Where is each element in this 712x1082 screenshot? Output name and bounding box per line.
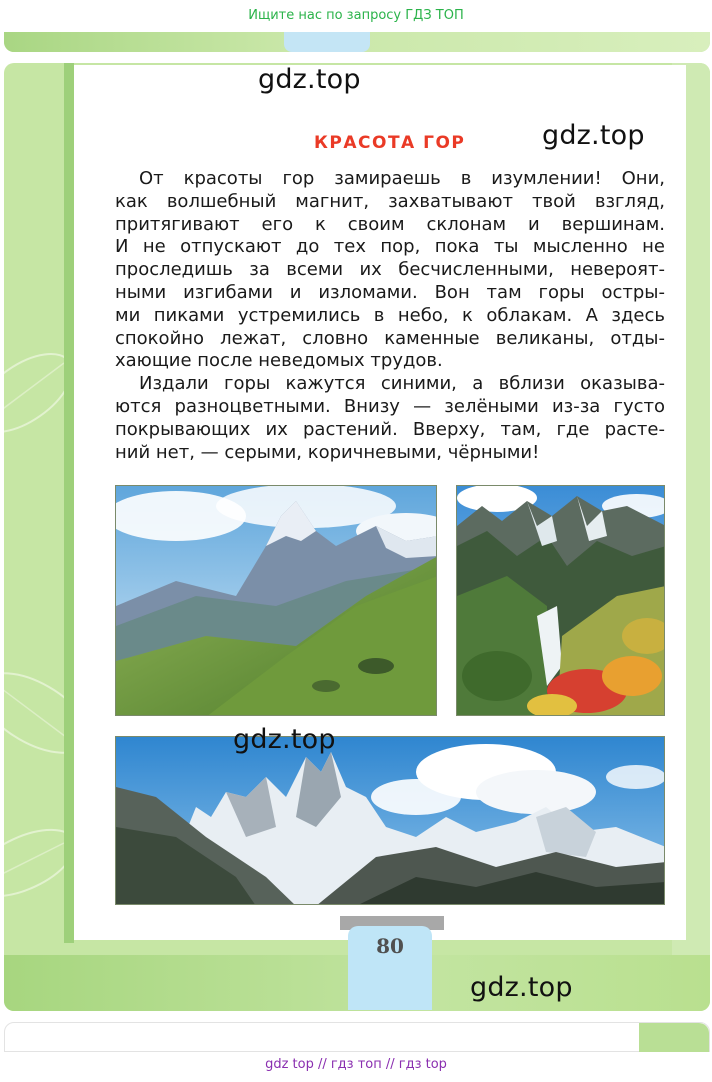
page-number-tab <box>348 926 432 1010</box>
page-number: 80 <box>376 934 404 958</box>
mountain-photo-autumn <box>456 485 665 716</box>
text-line: как волшебный магнит, захватывают твой взгляд, <box>115 190 665 212</box>
article-title: КРАСОТА ГОР <box>314 133 466 153</box>
previous-page-edge <box>4 32 710 52</box>
watermark: gdz.top <box>542 120 645 151</box>
mountain-photo-green-peak <box>115 485 437 716</box>
text-line: От красоты гор замираешь в изумлении! Они, <box>139 168 665 189</box>
banner-text: Ищите нас по запросу ГДЗ ТОП <box>248 8 464 23</box>
text-line: ются разноцветными. Внизу — зелёными из-за густо <box>115 395 665 417</box>
watermark: gdz.top <box>233 724 336 755</box>
text-line: притягивают его к своим склонам и вершинам. <box>115 213 665 235</box>
text-line: Издали горы кажутся синими, а вблизи оказыва- <box>139 373 665 395</box>
text-line: И не отпускают до тех пор, пока ты мысленно не <box>115 236 665 258</box>
watermark: gdz.top <box>470 972 573 1003</box>
footer <box>0 1052 712 1082</box>
previous-page-tab <box>284 32 370 52</box>
text-line: покрывающих их растений. Вверху, там, где расте- <box>115 418 665 440</box>
footer-text: gdz top // гдз топ // гдз top <box>265 1057 447 1072</box>
watermark: gdz.top <box>258 64 361 95</box>
text-line: спокойно лежат, словно каменные великаны, отды- <box>115 327 665 349</box>
next-page-edge <box>4 1022 710 1052</box>
text-line: ний нет, — серыми, коричневыми, чёрными! <box>115 441 540 463</box>
mountain-photo-snowy-range <box>115 736 665 905</box>
text-line: проследишь за всеми их бесчисленными, невероят- <box>115 259 665 281</box>
top-banner <box>0 0 712 32</box>
text-line: хающие после неведомых трудов. <box>115 350 443 372</box>
text-line: ми пиками устремились в небо, к облакам. А здесь <box>115 304 665 326</box>
article-text <box>115 168 665 464</box>
text-line: ными изгибами и изломами. Вон там горы остры- <box>115 281 665 303</box>
